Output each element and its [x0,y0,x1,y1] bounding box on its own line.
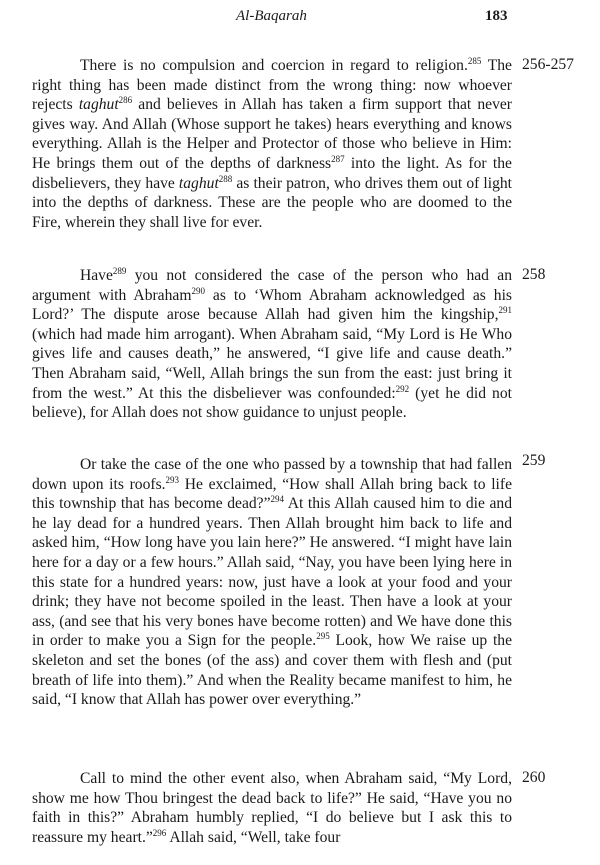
paragraph-verse-258 [32,266,516,423]
text-segment: The right thing has been made distinct from the wrong thing: now whoever rejects [32,57,516,114]
footnote-ref-293: 293 [165,474,180,485]
footnote-ref-289: 289 [112,266,127,276]
footnote-ref-291: 291 [498,305,512,316]
text-segment: At this Allah caused him to die and he lay dead for a hundred years. Then Allah brought him back to life and asked him, “How long have you lain here?” He answered. “I might have lain here for a day or a few hours.” Allah said, “Nay, you have been lying here in this state for a hundred years: now, just have a look at your food and your drink; they have not become spoiled in the least. Then have a look at your ass, (and see that his very bones have become rotten) and We have done this in order to make you a Sign for the people. [32,495,516,650]
text-segment: as their patron, who drives them out of light into the depths of darkness. These are the people who are doomed to the Fire, wherein they shall live for ever. [32,174,516,231]
footnote-ref-294: 294 [270,494,284,505]
verse-number: 258 [522,266,546,283]
footnote-ref-296: 296 [152,827,167,838]
footnote-ref-290: 290 [191,285,205,296]
footnote-ref-292: 292 [395,383,410,394]
text-segment: and believes in Allah has taken a firm support that never gives way. And Allah (Whose support he takes) hears everything and knows everything. Allah is the Helper and Protector of those who believe in Him: He brings them out of the depths of darkness [32,96,516,172]
italic-term: taghut [78,96,119,114]
text-segment: There is no compulsion and coercion in regard to religion. [80,57,468,74]
text-segment: (which had made him arrogant). When Abraham said, “My Lord is He Who gives life and causes death,” he answered, “I give life and cause death.” Then Abraham said, “Well, Allah brings the sun from the east: just bring it from the west.” At this the disbeliever was confounded: [32,306,516,402]
text-segment: Call to mind the other event also, when Abraham said, “My Lord, show me how Thou bringest the dead back to life?” He said, “Have you no faith in this?” Abraham humbly replied, “I do believe but I ask this to reassure my heart.” [32,770,516,846]
verse-number: 259 [522,452,546,469]
verse-number: 260 [522,769,546,786]
text-segment: as to ‘Whom Abraham acknowledged as his Lord?’ The dispute arose because Allah had given him the kingship, [32,286,516,324]
footnote-ref-286: 286 [118,95,133,106]
italic-term: taghut [178,174,219,192]
text-segment: you not considered the case of the person who had an argument with Abraham [32,267,516,304]
footnote-ref-288: 288 [218,173,233,184]
text-segment: (yet he did not believe), for Allah does not show guidance to unjust people. [32,384,516,422]
footnote-ref-295: 295 [316,631,330,642]
paragraph-verse-260 [32,769,516,847]
footnote-ref-285: 285 [467,56,482,66]
text-segment: Allah said, “Well, take four [166,828,341,846]
text-segment: Or take the case of the one who passed by a township that had fallen down upon its roofs. [32,456,516,493]
text-segment: He exclaimed, “How shall Allah bring back to life this township that has become dead?” [32,475,516,513]
page-number: 183 [485,8,508,24]
verse-number: 256-257 [522,56,574,73]
text-segment: Look, how We raise up the skeleton and set the bones (of the ass) and cover them with flesh and (put breath of life into them).” And when the Reality became manifest to him, he said, “I know that Allah has power over everything.” [32,632,516,709]
footnote-ref-287: 287 [331,153,345,164]
paragraph-verses-256-257 [32,56,516,232]
running-header-title: Al-Baqarah [236,8,307,24]
text-segment: Have [80,267,113,284]
text-segment: into the light. As for the disbelievers, they have [32,154,516,192]
paragraph-verse-259 [32,455,516,710]
